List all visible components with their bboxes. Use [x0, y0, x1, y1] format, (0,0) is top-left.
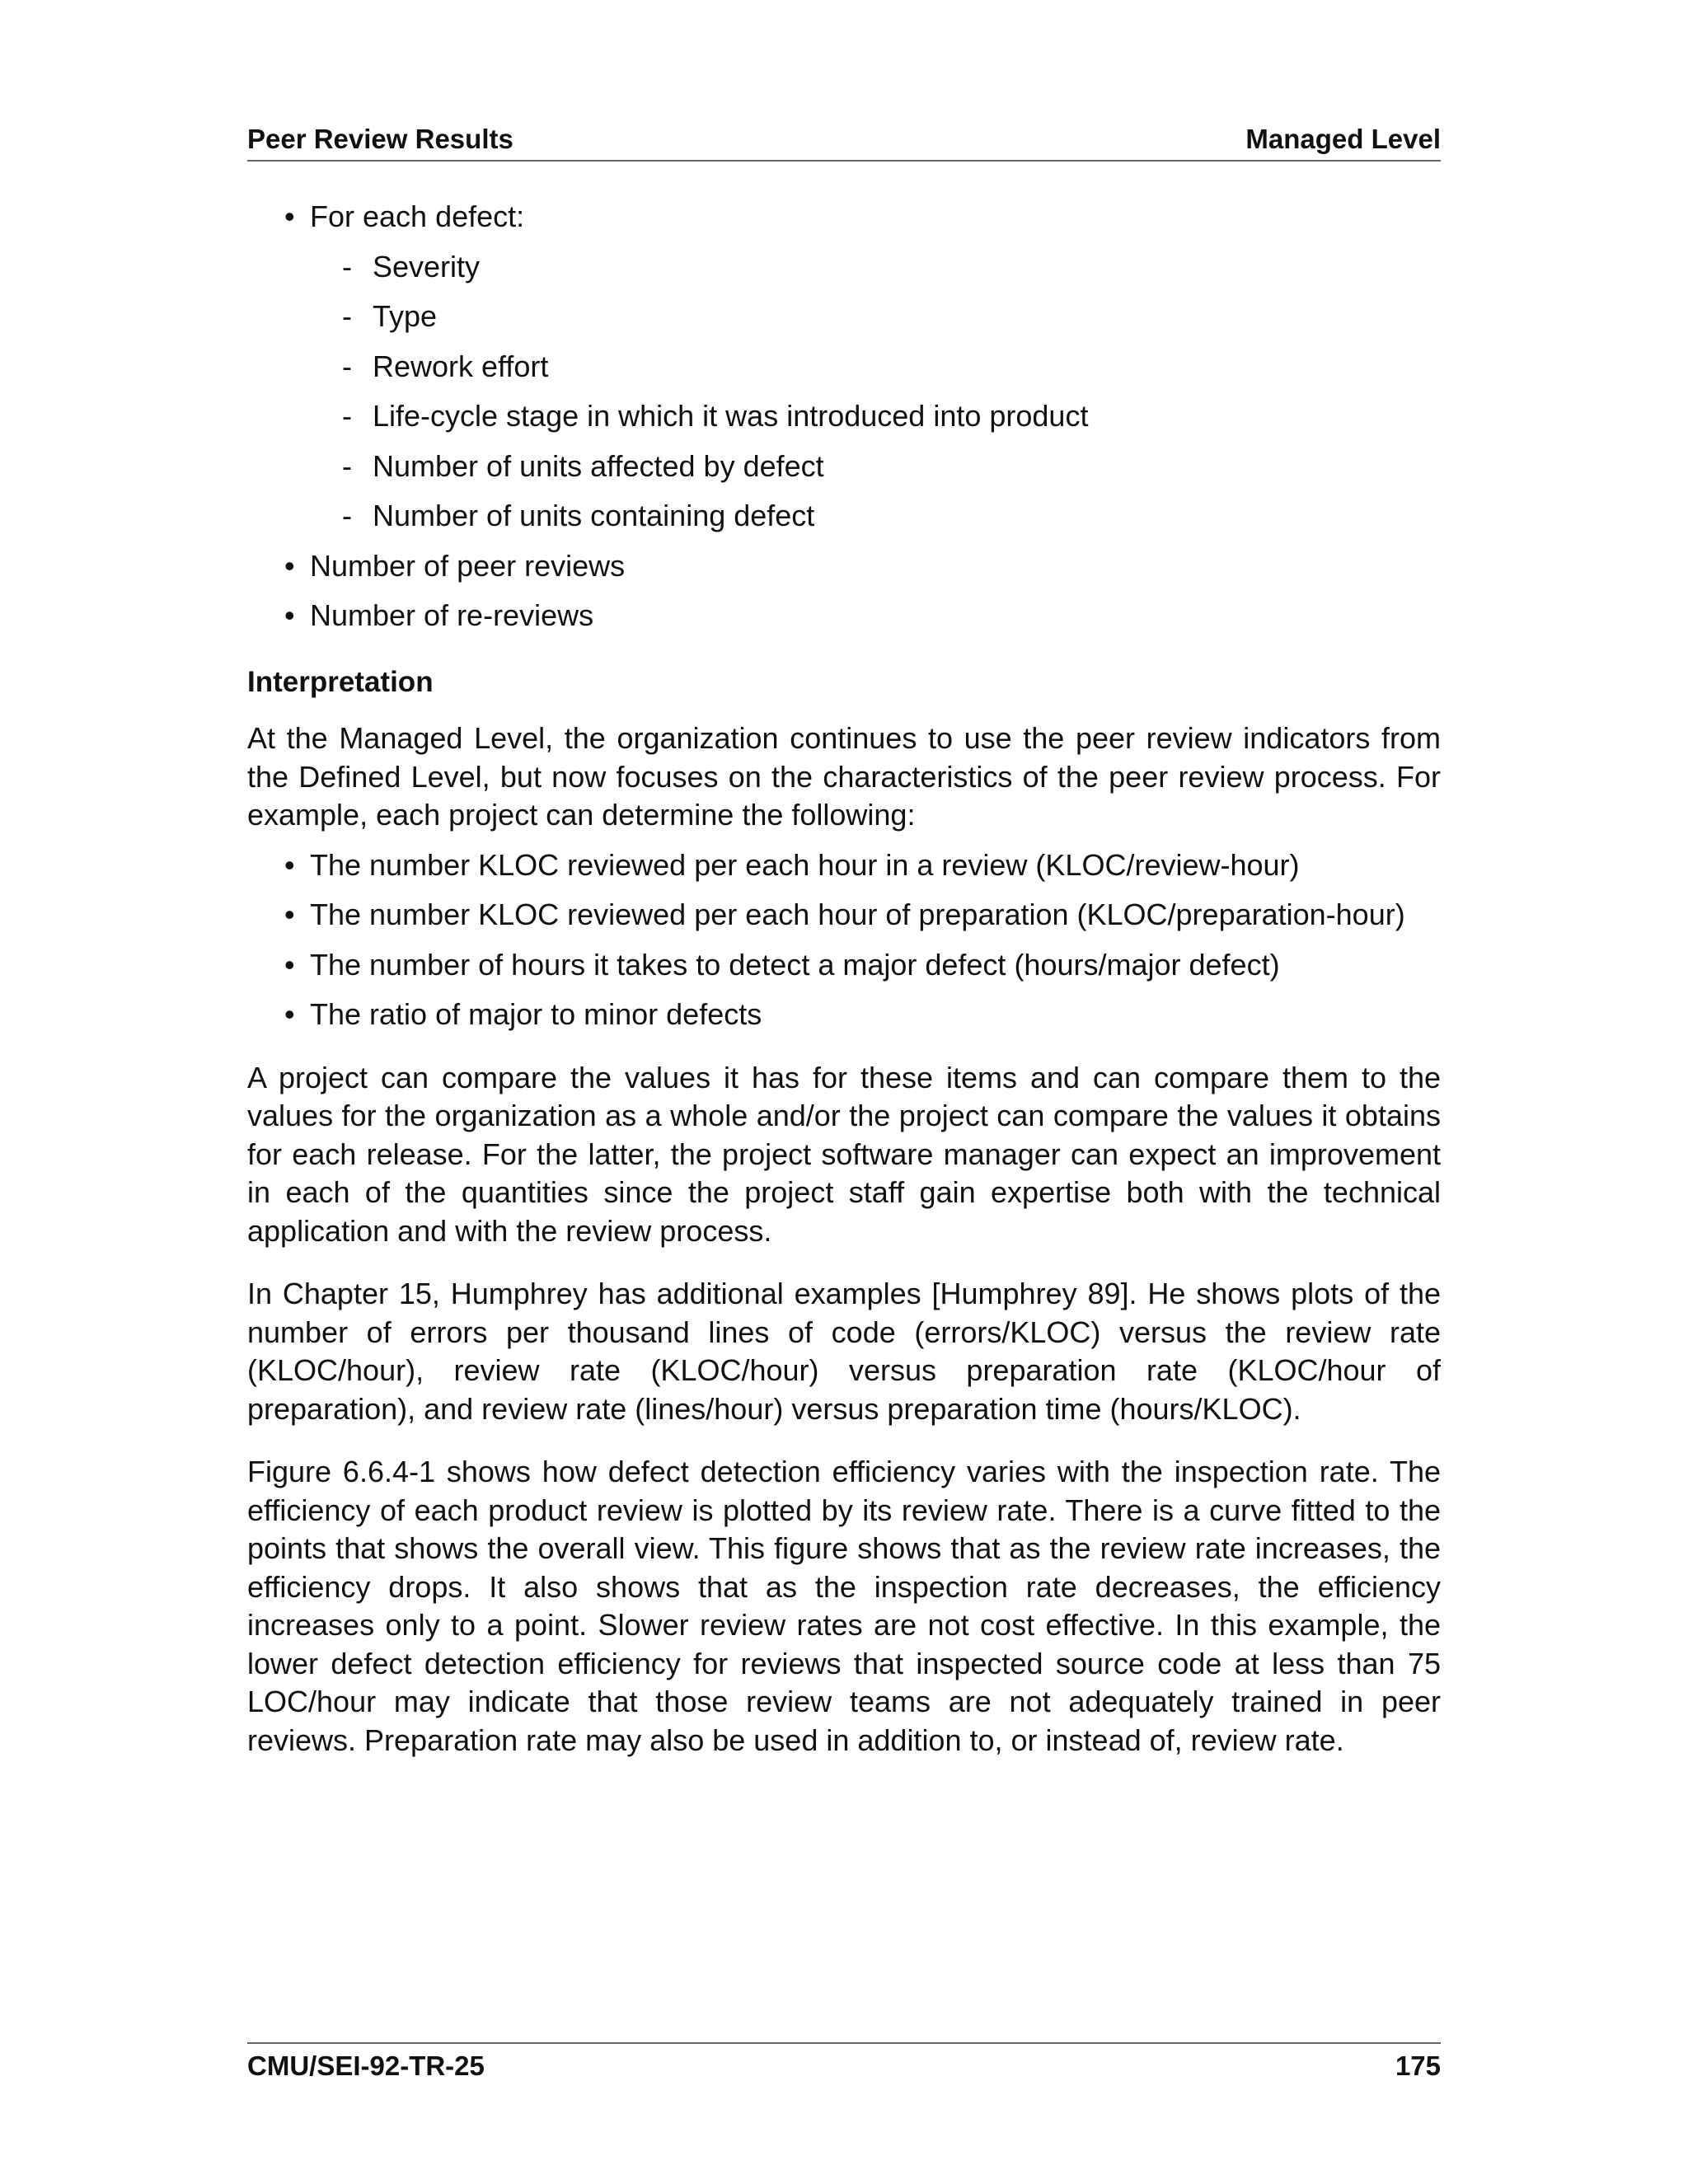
- page-content: [247, 198, 1441, 1784]
- dash-marker: -: [342, 448, 352, 483]
- list-item: [247, 597, 1441, 635]
- list-item-text: For each defect:: [310, 199, 525, 233]
- list-item-text: Number of peer reviews: [310, 548, 626, 583]
- paragraph-compare-values: A project can compare the values it has for these items and can compare them to the values for the organization as a whole and/or the project can compare the values it obtains for each release. For the latter, the project software manager can expect an improvement in each of the quantities since the project staff gain expertise both with the technical application and with the review process.: [247, 1060, 1441, 1248]
- list-item-text: Severity: [373, 249, 481, 284]
- list-item-text: Number of units containing defect: [373, 499, 815, 532]
- project-metrics-list: [247, 846, 1441, 1034]
- report-number: CMU/SEI-92-TR-25: [247, 2050, 485, 2081]
- header-level-title: Managed Level: [1245, 124, 1441, 154]
- bullet-marker: •: [284, 947, 295, 982]
- list-item: [247, 946, 1441, 985]
- list-item-text: The number of hours it takes to detect a major defect (hours/major defect): [310, 947, 1280, 982]
- list-item-text: The number KLOC reviewed per each hour of preparation (KLOC/preparation-hour): [310, 898, 1405, 931]
- dash-marker: -: [342, 299, 352, 333]
- bullet-marker: •: [284, 548, 295, 583]
- list-item: [310, 397, 1441, 436]
- list-item: [247, 996, 1441, 1034]
- list-item: [310, 497, 1441, 536]
- dash-marker: -: [342, 399, 352, 433]
- list-item-text: Number of re-reviews: [310, 598, 594, 632]
- list-item-text: The number KLOC reviewed per each hour in a review (KLOC/review-hour): [310, 847, 1300, 882]
- paragraph-figure-discussion: Figure 6.6.4-1 shows how defect detection efficiency varies with the inspection rate. The efficiency of each product review is plotted by its review rate. There is a curve fitted to the points that shows the overall view. This figure shows that as the review rate increases, the efficiency drops. It also shows that as the inspection rate decreases, the efficiency increases only to a point. Slower review rates are not cost effective. In this example, the lower defect detection efficiency for reviews that inspected source code at less than 75 LOC/hour may indicate that those review teams are not adequately trained in peer reviews. Preparation rate may also be used in addition to, or instead of, review rate.: [247, 1455, 1441, 1757]
- list-item-text: The ratio of major to minor defects: [310, 997, 762, 1031]
- interpretation-intro: At the Managed Level, the organization continues to use the peer review indicators from the Defined Level, but now focuses on the characteristics of the peer review process. For example, each project can determine the following:: [247, 721, 1441, 832]
- list-item: [310, 298, 1441, 336]
- bullet-marker: •: [284, 898, 295, 931]
- list-item-text: Life-cycle stage in which it was introduced into product: [373, 399, 1089, 433]
- list-item: [310, 248, 1441, 287]
- paragraph-humphrey-examples: In Chapter 15, Humphrey has additional examples [Humphrey 89]. He shows plots of the number of errors per thousand lines of code (errors/KLOC) versus the review rate (KLOC/hour), review rate (KLOC/hour) versus preparation rate (KLOC/hour of preparation), and review rate (lines/hour) versus preparation time (hours/KLOC).: [247, 1277, 1441, 1426]
- bullet-marker: •: [284, 598, 295, 632]
- list-item: [247, 547, 1441, 586]
- dash-marker: -: [342, 499, 352, 532]
- dash-marker: -: [342, 249, 352, 284]
- list-item: [310, 448, 1441, 486]
- list-item: [310, 348, 1441, 387]
- bullet-marker: •: [284, 199, 295, 233]
- document-page: [247, 0, 1441, 2184]
- list-item-text: Rework effort: [373, 349, 549, 383]
- measurement-list: [247, 198, 1441, 635]
- list-item-text: Number of units affected by defect: [373, 448, 824, 483]
- list-item: [247, 198, 1441, 536]
- running-header: [247, 124, 1441, 162]
- defect-attribute-list: [310, 248, 1441, 536]
- bullet-marker: •: [284, 847, 295, 882]
- page-number: 175: [1395, 2050, 1441, 2081]
- list-item-text: Type: [373, 299, 438, 333]
- bullet-marker: •: [284, 997, 295, 1031]
- list-item: [247, 846, 1441, 885]
- dash-marker: -: [342, 349, 352, 383]
- running-footer: [247, 2042, 1441, 2082]
- header-section-title: Peer Review Results: [247, 124, 513, 154]
- section-heading-interpretation: Interpretation: [247, 665, 434, 698]
- list-item: [247, 896, 1441, 935]
